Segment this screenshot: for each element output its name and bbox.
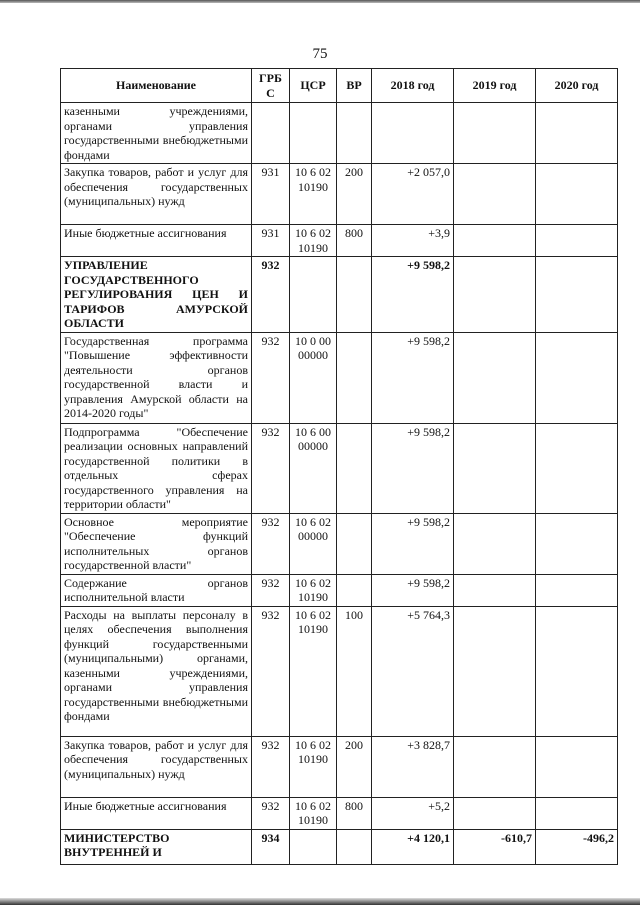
row-2019 (454, 513, 536, 574)
row-name: Государственная программа "Повышение эффективности деятельности органов государственной власти и управления Амурской области на 2014-2020 годы" (61, 332, 252, 423)
budget-table (60, 68, 618, 865)
table-row (61, 164, 618, 225)
table-row (61, 332, 618, 423)
row-csr: 10 6 02 10190 (290, 606, 337, 736)
row-vr: 800 (337, 797, 372, 829)
row-name: Закупка товаров, работ и услуг для обеспечения государственных (муниципальных) нужд (61, 164, 252, 225)
row-2019 (454, 225, 536, 257)
row-vr (337, 103, 372, 164)
row-2018: +5,2 (372, 797, 454, 829)
scan-edge-bottom (0, 898, 640, 905)
scan-edge-top (0, 0, 640, 3)
row-grbs: 934 (252, 829, 290, 864)
column-header-csr: ЦСР (290, 69, 337, 103)
row-csr: 10 6 02 00000 (290, 513, 337, 574)
row-name: Расходы на выплаты персоналу в целях обеспечения выполнения функций государственными (муниципальными) органами, казенными учреждениями, органами управления государственными внебюджетными фондами (61, 606, 252, 736)
row-csr: 10 6 02 10190 (290, 574, 337, 606)
row-csr: 10 6 02 10190 (290, 164, 337, 225)
table-row (61, 103, 618, 164)
table-row (61, 797, 618, 829)
column-header-2018: 2018 год (372, 69, 454, 103)
row-csr: 10 0 00 00000 (290, 332, 337, 423)
row-grbs: 932 (252, 332, 290, 423)
row-2018: +4 120,1 (372, 829, 454, 864)
row-2020 (536, 574, 618, 606)
row-2020 (536, 513, 618, 574)
row-vr (337, 513, 372, 574)
row-csr: 10 6 02 10190 (290, 797, 337, 829)
row-grbs: 932 (252, 574, 290, 606)
row-2018: +5 764,3 (372, 606, 454, 736)
row-name: Иные бюджетные ассигнования (61, 797, 252, 829)
row-grbs: 932 (252, 423, 290, 513)
row-2019 (454, 332, 536, 423)
table-row (61, 257, 618, 333)
table-row (61, 423, 618, 513)
row-csr: 10 6 02 10190 (290, 736, 337, 797)
row-2018: +3 828,7 (372, 736, 454, 797)
row-2018: +9 598,2 (372, 513, 454, 574)
row-2020: -496,2 (536, 829, 618, 864)
row-2020 (536, 225, 618, 257)
row-csr (290, 829, 337, 864)
row-2019 (454, 574, 536, 606)
row-2019 (454, 736, 536, 797)
row-grbs: 931 (252, 225, 290, 257)
table-row (61, 225, 618, 257)
row-vr: 200 (337, 164, 372, 225)
column-header-vr: ВР (337, 69, 372, 103)
row-name: Основное мероприятие "Обеспечение функций исполнительных органов государственной власти" (61, 513, 252, 574)
row-2018: +9 598,2 (372, 332, 454, 423)
row-grbs: 932 (252, 513, 290, 574)
row-2019: -610,7 (454, 829, 536, 864)
row-csr: 10 6 00 00000 (290, 423, 337, 513)
row-grbs (252, 103, 290, 164)
table-row (61, 513, 618, 574)
row-2019 (454, 103, 536, 164)
row-vr: 200 (337, 736, 372, 797)
row-2020 (536, 332, 618, 423)
table-row (61, 829, 618, 864)
table-row (61, 736, 618, 797)
column-header-name: Наименование (61, 69, 252, 103)
row-grbs: 932 (252, 257, 290, 333)
row-2019 (454, 797, 536, 829)
row-grbs: 931 (252, 164, 290, 225)
row-2018: +9 598,2 (372, 423, 454, 513)
row-name: Подпрограмма "Обеспечение реализации основных направлений государственной политики в отдельных сферах государственного управления на территории области" (61, 423, 252, 513)
row-2020 (536, 103, 618, 164)
row-name: казенными учреждениями, органами управления государственными внебюджетными фондами (61, 103, 252, 164)
table-row (61, 606, 618, 736)
row-2020 (536, 257, 618, 333)
row-2020 (536, 606, 618, 736)
row-csr (290, 257, 337, 333)
row-vr (337, 332, 372, 423)
row-grbs: 932 (252, 736, 290, 797)
row-2020 (536, 164, 618, 225)
row-2018 (372, 103, 454, 164)
row-2018: +9 598,2 (372, 257, 454, 333)
row-2020 (536, 423, 618, 513)
row-grbs: 932 (252, 797, 290, 829)
row-vr (337, 574, 372, 606)
row-name: Закупка товаров, работ и услуг для обеспечения государственных (муниципальных) нужд (61, 736, 252, 797)
row-2019 (454, 423, 536, 513)
row-vr (337, 829, 372, 864)
page-number: 75 (312, 46, 328, 62)
row-2020 (536, 736, 618, 797)
column-header-2020: 2020 год (536, 69, 618, 103)
row-csr (290, 103, 337, 164)
row-name: УПРАВЛЕНИЕ ГОСУДАРСТВЕННОГО РЕГУЛИРОВАНИЯ ЦЕН И ТАРИФОВ АМУРСКОЙ ОБЛАСТИ (61, 257, 252, 333)
table-row (61, 574, 618, 606)
row-2018: +9 598,2 (372, 574, 454, 606)
row-name: МИНИСТЕРСТВО ВНУТРЕННЕЙ И (61, 829, 252, 864)
row-2019 (454, 257, 536, 333)
column-header-grbs: ГРБ С (252, 69, 290, 103)
row-name: Иные бюджетные ассигнования (61, 225, 252, 257)
row-2019 (454, 164, 536, 225)
row-vr (337, 257, 372, 333)
row-2018: +2 057,0 (372, 164, 454, 225)
row-grbs: 932 (252, 606, 290, 736)
row-vr: 800 (337, 225, 372, 257)
row-vr: 100 (337, 606, 372, 736)
row-2019 (454, 606, 536, 736)
column-header-2019: 2019 год (454, 69, 536, 103)
table-header-row (61, 69, 618, 103)
row-name: Содержание органов исполнительной власти (61, 574, 252, 606)
row-2020 (536, 797, 618, 829)
row-2018: +3,9 (372, 225, 454, 257)
row-csr: 10 6 02 10190 (290, 225, 337, 257)
row-vr (337, 423, 372, 513)
